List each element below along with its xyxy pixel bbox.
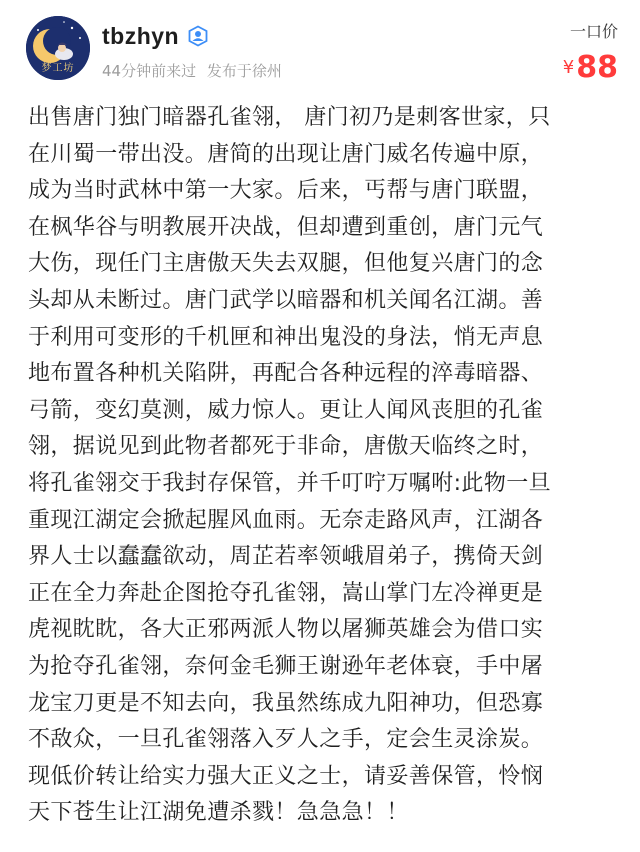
description-line: 界人士以蠢蠢欲动，周芷若率领峨眉弟子，携倚天剑: [28, 544, 544, 570]
description-line: 弓箭，变幻莫测，威力惊人。更让人闻风丧胆的孔雀: [28, 397, 544, 423]
price-block: [563, 20, 618, 92]
description-line: 出售唐门独门暗器孔雀翎， 唐门初乃是刺客世家，只: [28, 105, 551, 130]
last-seen: 44分钟前来过: [102, 62, 197, 80]
listing-header: [0, 0, 640, 96]
description-line: 重现江湖定会掀起腥风血雨。无奈走路风声，江湖各: [28, 507, 544, 533]
description-line: 正在全力奔赴企图抢夺孔雀翎，嵩山掌门左冷禅更是: [28, 580, 544, 606]
user-info: [102, 20, 282, 81]
description-line: 地布置各种机关陷阱，再配合各种远程的淬毒暗器、: [28, 361, 544, 387]
price-amount: 88: [576, 50, 618, 85]
description-line: 龙宝刀更是不知去向，我虽然练成九阳神功，但恐寡: [28, 690, 544, 716]
verified-badge-icon: [187, 25, 209, 47]
post-meta: [102, 60, 282, 81]
avatar-caption: 梦工坊: [41, 63, 75, 74]
description-line: 为抢夺孔雀翎，奈何金毛狮王谢逊年老体衰，手中屠: [28, 653, 544, 679]
description-line: 虎视眈眈，各大正邪两派人物以屠狮英雄会为借口实: [28, 617, 544, 643]
description-line: 在川蜀一带出没。唐简的出现让唐门威名传遍中原，: [28, 141, 544, 167]
listing-description: [28, 100, 620, 832]
avatar[interactable]: [26, 16, 90, 80]
description-line: 成为当时武林中第一大家。后来，丐帮与唐门联盟，: [28, 178, 544, 204]
description-line: 现低价转让给实力强大正义之士，请妥善保管，怜悯: [28, 763, 544, 789]
description-line: 头却从未断过。唐门武学以暗器和机关闻名江湖。善: [28, 287, 544, 313]
description-line: 于利用可变形的千机匣和神出鬼没的身法，悄无声息: [28, 324, 544, 350]
description-line: 大伤，现任门主唐傲天失去双腿，但他复兴唐门的念: [28, 251, 544, 277]
username-row: [102, 20, 282, 52]
post-location: 发布于徐州: [206, 62, 282, 80]
description-line: 天下苍生让江湖免遭杀戮！急急急！！: [28, 800, 409, 826]
currency-symbol: ¥: [562, 57, 575, 78]
description-line: 在枫华谷与明教展开决战，但却遭到重创，唐门元气: [28, 214, 544, 240]
username[interactable]: tbzhyn: [102, 22, 180, 49]
description-line: 将孔雀翎交于我封存保管，并千叮咛万嘱咐:此物一旦: [28, 470, 552, 496]
description-line: 不敌众，一旦孔雀翎落入歹人之手，定会生灵涂炭。: [28, 727, 544, 753]
price-type-label: 一口价: [569, 22, 618, 41]
description-line: 翎，据说见到此物者都死于非命，唐傲天临终之时，: [28, 434, 544, 460]
price: [563, 48, 618, 92]
